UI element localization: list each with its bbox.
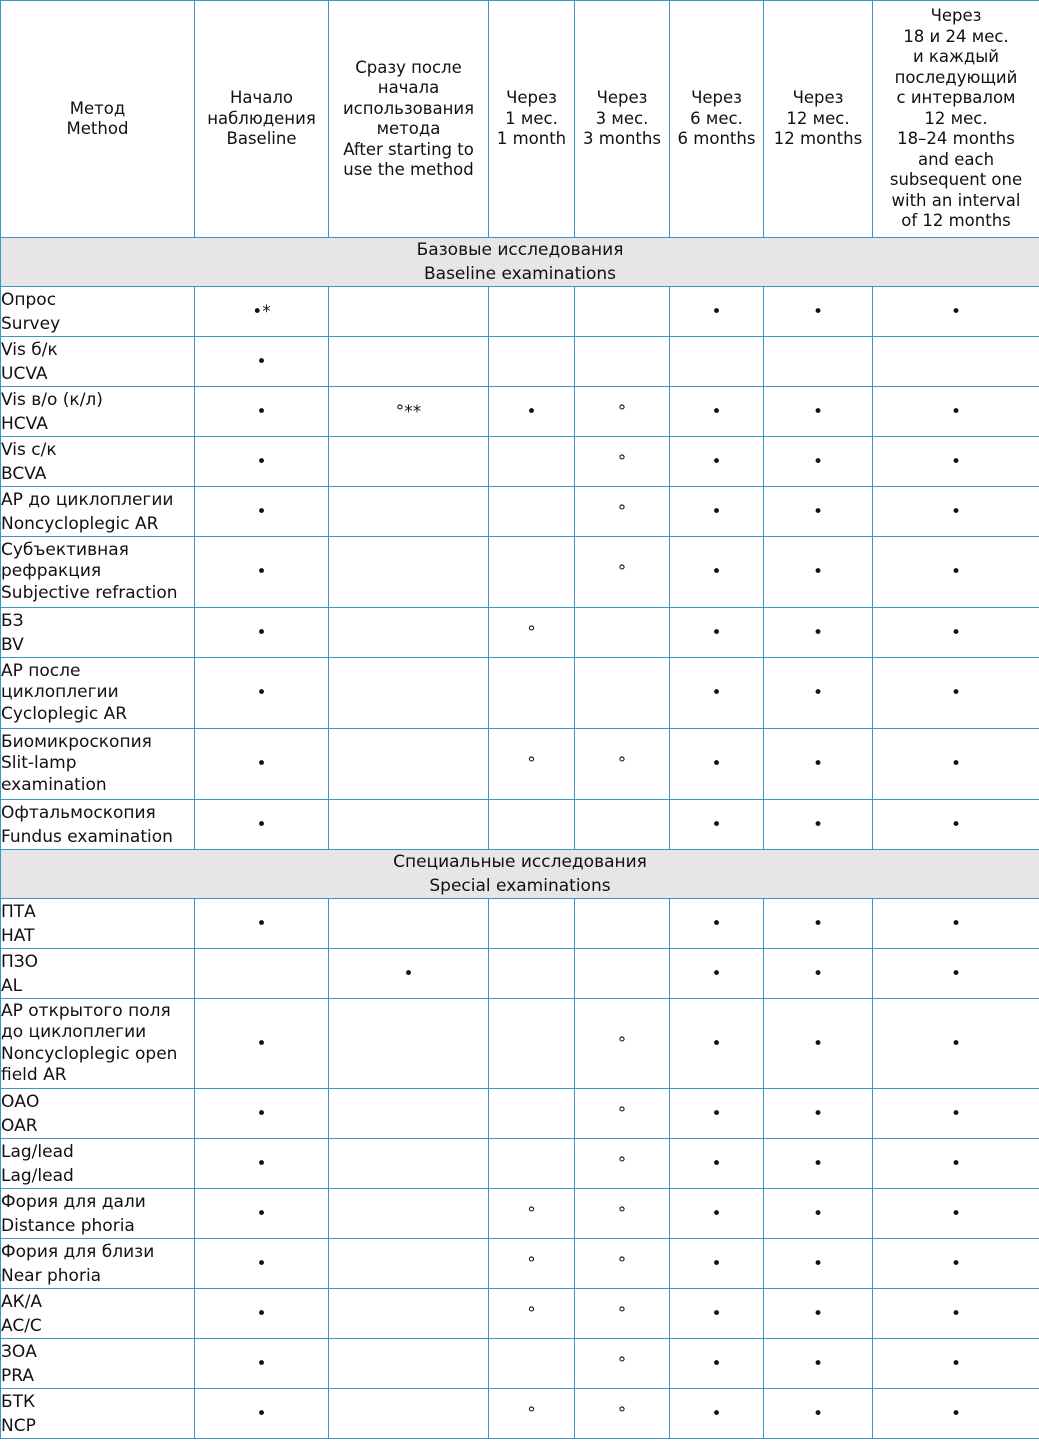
- mark-cell: •: [670, 729, 764, 800]
- method-cell: ПТА HAT: [1, 899, 195, 949]
- method-cell: БЗ BV: [1, 608, 195, 658]
- mark-cell: •: [873, 387, 1039, 437]
- mark-cell: •: [764, 608, 873, 658]
- mark-cell: •: [764, 1239, 873, 1289]
- table-body: [1, 238, 1039, 1439]
- mark-cell: •: [873, 899, 1039, 949]
- mark-cell: °: [575, 1289, 670, 1339]
- mark-cell: •: [670, 1239, 764, 1289]
- mark-cell: [195, 949, 329, 999]
- table-row: [1, 899, 1039, 949]
- mark-cell: •: [670, 1139, 764, 1189]
- mark-cell: •: [873, 1289, 1039, 1339]
- mark-cell: [329, 658, 489, 729]
- mark-cell: °: [575, 1389, 670, 1439]
- mark-cell: [489, 899, 575, 949]
- mark-cell: •: [195, 800, 329, 850]
- mark-cell: •: [764, 1139, 873, 1189]
- mark-cell: •: [873, 1339, 1039, 1389]
- mark-cell: [329, 800, 489, 850]
- table-row: [1, 1289, 1039, 1339]
- mark-cell: °: [489, 1189, 575, 1239]
- mark-cell: [489, 1339, 575, 1389]
- table-row: [1, 487, 1039, 537]
- header-1-month: Через 1 мес. 1 month: [489, 1, 575, 238]
- mark-cell: •: [670, 1389, 764, 1439]
- mark-cell: •: [195, 999, 329, 1089]
- mark-cell: •: [873, 437, 1039, 487]
- mark-cell: •: [764, 899, 873, 949]
- mark-cell: [489, 1139, 575, 1189]
- mark-cell: •: [873, 287, 1039, 337]
- mark-cell: •: [195, 1289, 329, 1339]
- mark-cell: [670, 337, 764, 387]
- mark-cell: •: [873, 658, 1039, 729]
- mark-cell: °: [489, 1389, 575, 1439]
- mark-cell: •: [195, 608, 329, 658]
- section-row: [1, 238, 1039, 287]
- mark-cell: [575, 608, 670, 658]
- mark-cell: [329, 729, 489, 800]
- mark-cell: °: [575, 487, 670, 537]
- method-cell: Субъективная рефракция Subjective refraction: [1, 537, 195, 608]
- mark-cell: •: [764, 1339, 873, 1389]
- mark-cell: °: [575, 437, 670, 487]
- method-cell: АР после циклоплегии Cycloplegic AR: [1, 658, 195, 729]
- header-baseline: Начало наблюдения Baseline: [195, 1, 329, 238]
- mark-cell: [489, 658, 575, 729]
- method-cell: Vis с/к BCVA: [1, 437, 195, 487]
- mark-cell: °: [575, 1139, 670, 1189]
- mark-cell: [489, 487, 575, 537]
- mark-cell: •: [670, 949, 764, 999]
- table-row: [1, 1339, 1039, 1389]
- mark-cell: °: [489, 608, 575, 658]
- mark-cell: •: [873, 1389, 1039, 1439]
- table-row: [1, 1089, 1039, 1139]
- mark-cell: •: [873, 1139, 1039, 1189]
- mark-cell: [489, 1089, 575, 1139]
- mark-cell: •: [670, 999, 764, 1089]
- mark-cell: [329, 487, 489, 537]
- mark-cell: [575, 800, 670, 850]
- mark-cell: [329, 1089, 489, 1139]
- mark-cell: [329, 1189, 489, 1239]
- table-row: [1, 287, 1039, 337]
- mark-cell: °: [575, 999, 670, 1089]
- mark-cell: [489, 287, 575, 337]
- mark-cell: [329, 899, 489, 949]
- mark-cell: •*: [195, 287, 329, 337]
- mark-cell: [329, 1289, 489, 1339]
- header-after-start: Сразу после начала использования метода After starting to use the method: [329, 1, 489, 238]
- header-method: Метод Method: [1, 1, 195, 238]
- mark-cell: [329, 608, 489, 658]
- mark-cell: •: [195, 337, 329, 387]
- mark-cell: •: [195, 537, 329, 608]
- mark-cell: °: [575, 1339, 670, 1389]
- method-cell: Опрос Survey: [1, 287, 195, 337]
- mark-cell: •: [764, 1089, 873, 1139]
- method-cell: Lag/lead Lag/lead: [1, 1139, 195, 1189]
- mark-cell: •: [764, 537, 873, 608]
- mark-cell: •: [764, 1189, 873, 1239]
- table-row: [1, 949, 1039, 999]
- table-row: [1, 387, 1039, 437]
- table-row: [1, 658, 1039, 729]
- mark-cell: •: [195, 387, 329, 437]
- mark-cell: [489, 437, 575, 487]
- mark-cell: °: [575, 729, 670, 800]
- table-row: [1, 608, 1039, 658]
- mark-cell: •: [489, 387, 575, 437]
- mark-cell: •: [764, 800, 873, 850]
- mark-cell: [575, 949, 670, 999]
- mark-cell: •: [670, 487, 764, 537]
- mark-cell: •: [195, 729, 329, 800]
- table-row: [1, 1239, 1039, 1289]
- mark-cell: [329, 1339, 489, 1389]
- mark-cell: •: [764, 1289, 873, 1339]
- section-title: Базовые исследования Baseline examinations: [1, 238, 1039, 287]
- mark-cell: •: [670, 658, 764, 729]
- mark-cell: •: [670, 1089, 764, 1139]
- table-row: [1, 729, 1039, 800]
- mark-cell: [329, 1139, 489, 1189]
- header-3-months: Через 3 мес. 3 months: [575, 1, 670, 238]
- mark-cell: •: [764, 287, 873, 337]
- method-cell: Биомикроскопия Slit-lamp examination: [1, 729, 195, 800]
- mark-cell: [329, 437, 489, 487]
- mark-cell: •: [764, 487, 873, 537]
- mark-cell: •: [670, 437, 764, 487]
- mark-cell: •: [764, 949, 873, 999]
- mark-cell: [329, 999, 489, 1089]
- method-cell: Фория для близи Near phoria: [1, 1239, 195, 1289]
- mark-cell: [575, 899, 670, 949]
- table-row: [1, 1389, 1039, 1439]
- mark-cell: •: [195, 1389, 329, 1439]
- mark-cell: °**: [329, 387, 489, 437]
- mark-cell: •: [195, 1139, 329, 1189]
- mark-cell: •: [195, 487, 329, 537]
- table-row: [1, 437, 1039, 487]
- method-cell: ОАО OAR: [1, 1089, 195, 1139]
- mark-cell: •: [195, 1339, 329, 1389]
- mark-cell: •: [670, 608, 764, 658]
- mark-cell: •: [195, 437, 329, 487]
- mark-cell: •: [764, 729, 873, 800]
- mark-cell: •: [873, 608, 1039, 658]
- header-12-months: Через 12 мес. 12 months: [764, 1, 873, 238]
- mark-cell: [329, 337, 489, 387]
- mark-cell: •: [764, 658, 873, 729]
- mark-cell: °: [575, 1189, 670, 1239]
- section-title: Специальные исследования Special examinations: [1, 850, 1039, 899]
- mark-cell: [489, 337, 575, 387]
- mark-cell: •: [195, 1239, 329, 1289]
- mark-cell: °: [489, 1289, 575, 1339]
- mark-cell: •: [670, 387, 764, 437]
- mark-cell: [575, 658, 670, 729]
- table-row: [1, 337, 1039, 387]
- mark-cell: [329, 287, 489, 337]
- mark-cell: •: [195, 1089, 329, 1139]
- method-cell: ЗОА PRA: [1, 1339, 195, 1389]
- mark-cell: •: [670, 1189, 764, 1239]
- method-cell: ПЗО AL: [1, 949, 195, 999]
- mark-cell: °: [489, 1239, 575, 1289]
- method-cell: АР открытого поля до циклоплегии Noncycloplegic open field AR: [1, 999, 195, 1089]
- mark-cell: °: [575, 387, 670, 437]
- mark-cell: °: [489, 729, 575, 800]
- mark-cell: •: [873, 1239, 1039, 1289]
- mark-cell: •: [873, 487, 1039, 537]
- mark-cell: •: [195, 899, 329, 949]
- mark-cell: [764, 337, 873, 387]
- method-cell: АР до циклоплегии Noncycloplegic AR: [1, 487, 195, 537]
- mark-cell: •: [873, 729, 1039, 800]
- mark-cell: [489, 800, 575, 850]
- mark-cell: •: [195, 1189, 329, 1239]
- mark-cell: •: [764, 437, 873, 487]
- mark-cell: [489, 537, 575, 608]
- mark-cell: •: [873, 949, 1039, 999]
- mark-cell: •: [873, 1189, 1039, 1239]
- mark-cell: •: [764, 999, 873, 1089]
- method-cell: БТК NCP: [1, 1389, 195, 1439]
- mark-cell: •: [670, 1339, 764, 1389]
- mark-cell: [873, 337, 1039, 387]
- mark-cell: [329, 1239, 489, 1289]
- method-cell: Vis б/к UCVA: [1, 337, 195, 387]
- method-cell: Vis в/о (к/л) HCVA: [1, 387, 195, 437]
- table-row: [1, 999, 1039, 1089]
- mark-cell: [329, 1389, 489, 1439]
- method-cell: Фория для дали Distance phoria: [1, 1189, 195, 1239]
- mark-cell: °: [575, 1239, 670, 1289]
- mark-cell: •: [764, 1389, 873, 1439]
- mark-cell: °: [575, 1089, 670, 1139]
- mark-cell: •: [329, 949, 489, 999]
- method-cell: Офтальмоскопия Fundus examination: [1, 800, 195, 850]
- mark-cell: •: [873, 537, 1039, 608]
- table-row: [1, 1139, 1039, 1189]
- mark-cell: •: [764, 387, 873, 437]
- table-row: [1, 1189, 1039, 1239]
- mark-cell: •: [670, 537, 764, 608]
- method-cell: АК/А AC/C: [1, 1289, 195, 1339]
- mark-cell: [489, 999, 575, 1089]
- section-row: [1, 850, 1039, 899]
- mark-cell: •: [873, 1089, 1039, 1139]
- mark-cell: •: [670, 287, 764, 337]
- mark-cell: [575, 337, 670, 387]
- header-row: [1, 1, 1039, 238]
- mark-cell: •: [873, 999, 1039, 1089]
- mark-cell: [329, 537, 489, 608]
- mark-cell: [489, 949, 575, 999]
- mark-cell: °: [575, 537, 670, 608]
- mark-cell: •: [670, 899, 764, 949]
- header-6-months: Через 6 мес. 6 months: [670, 1, 764, 238]
- mark-cell: •: [670, 800, 764, 850]
- header-18-24-months: Через 18 и 24 мес. и каждый последующий с интервалом 12 мес. 18–24 months and each subsequent one with an interval of 12 months: [873, 1, 1039, 238]
- mark-cell: •: [873, 800, 1039, 850]
- table-row: [1, 537, 1039, 608]
- table-row: [1, 800, 1039, 850]
- mark-cell: •: [195, 658, 329, 729]
- mark-cell: •: [670, 1289, 764, 1339]
- mark-cell: [575, 287, 670, 337]
